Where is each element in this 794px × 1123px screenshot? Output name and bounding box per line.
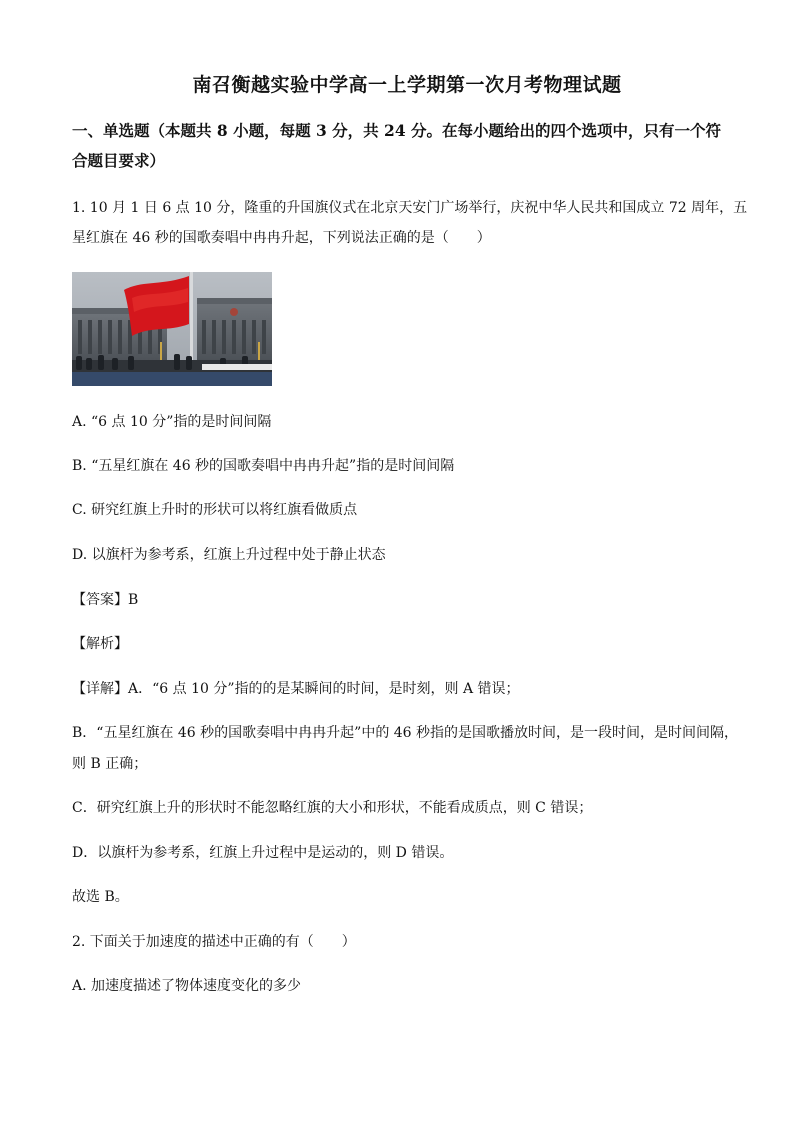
question-1-detail-a: 【详解】A．“6 点 10 分”指的的是某瞬间的时间，是时刻，则 A 错误；: [72, 681, 520, 697]
page-title: 南召衡越实验中学高一上学期第一次月考物理试题: [192, 74, 622, 96]
question-1-detail-d: D．以旗杆为参考系，红旗上升过程中是运动的，则 D 错误。: [72, 845, 454, 861]
question-1-conclusion: 故选 B。: [72, 889, 129, 905]
question-1-stem-line2: 星红旗在 46 秒的国歌奏唱中冉冉升起，下列说法正确的是（ ）: [72, 230, 491, 246]
question-2-stem: 2. 下面关于加速度的描述中正确的有（ ）: [72, 934, 356, 950]
question-1-answer: 【答案】B: [72, 592, 139, 608]
question-1-option-c: C. 研究红旗上升时的形状可以将红旗看做质点: [72, 502, 358, 518]
section-heading-line2: 合题目要求）: [72, 151, 166, 170]
question-1-option-a: A. “6 点 10 分”指的是时间间隔: [72, 414, 272, 430]
flag-raising-photo: [72, 272, 272, 386]
question-1-detail-b-line1: B．“五星红旗在 46 秒的国歌奏唱中冉冉升起”中的 46 秒指的是国歌播放时间，是一段时间，是时间间隔，: [72, 725, 739, 741]
question-1-stem-line1: 1. 10 月 1 日 6 点 10 分，隆重的升国旗仪式在北京天安门广场举行，庆祝中华人民共和国成立 72 周年，五: [72, 200, 748, 216]
question-1-option-d: D. 以旗杆为参考系，红旗上升过程中处于静止状态: [72, 547, 386, 563]
question-2-option-a: A. 加速度描述了物体速度变化的多少: [72, 978, 302, 994]
question-1-analysis-label: 【解析】: [72, 636, 128, 652]
section-heading-line1: 一、单选题（本题共 8 小题，每题 3 分，共 24 分。在每小题给出的四个选项中，只有一个符: [72, 121, 722, 140]
question-1-detail-c: C．研究红旗上升的形状时不能忽略红旗的大小和形状，不能看成质点，则 C 错误；: [72, 800, 593, 816]
flag-raising-illustration: [72, 272, 272, 386]
question-1-option-b: B. “五星红旗在 46 秒的国歌奏唱中冉冉升起”指的是时间间隔: [72, 458, 455, 474]
question-1-detail-b-line2: 则 B 正确；: [72, 756, 148, 772]
